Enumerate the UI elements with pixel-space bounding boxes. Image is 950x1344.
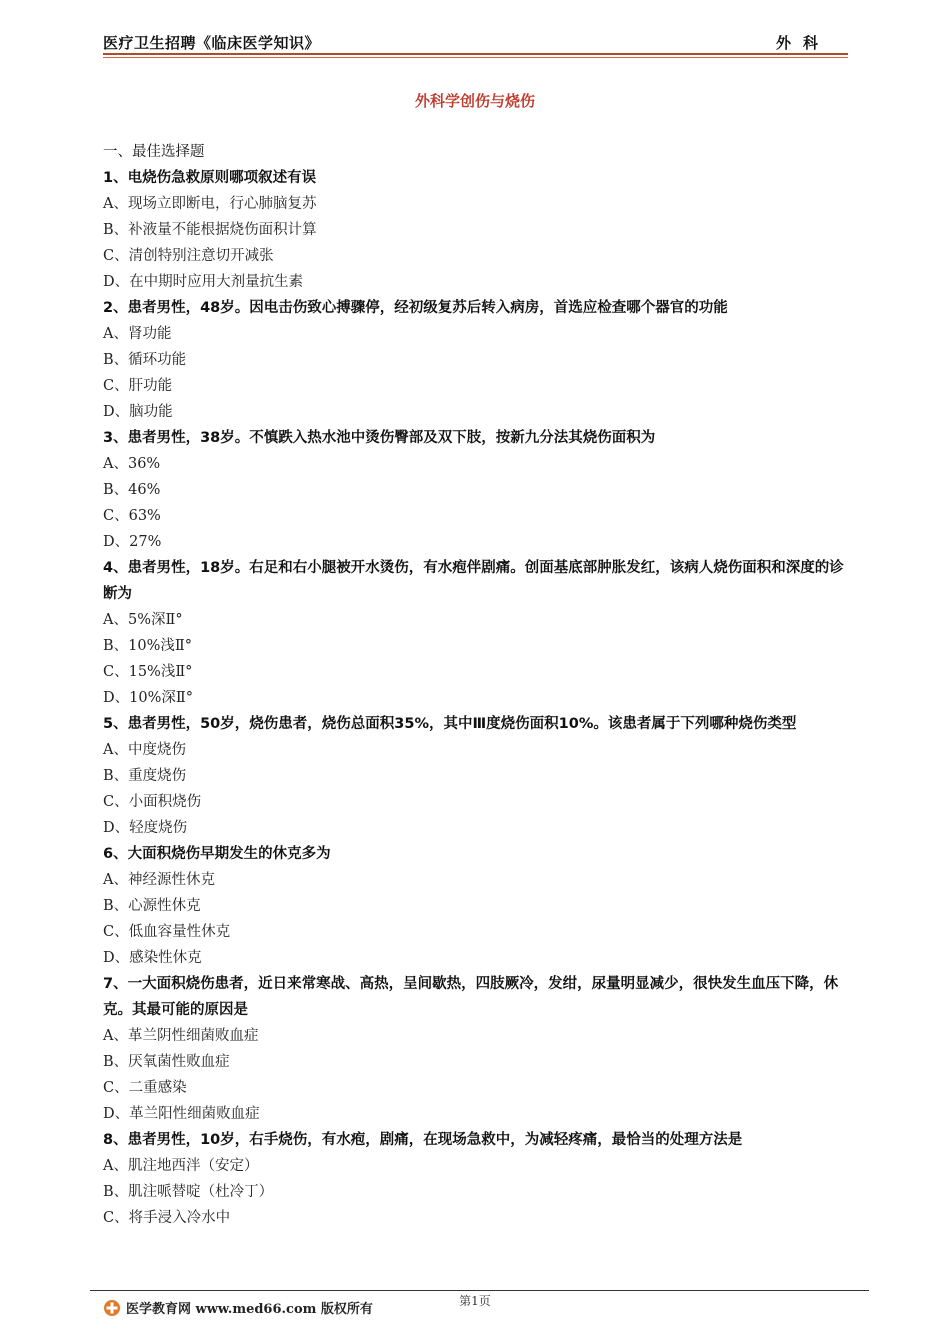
option: A、肌注地西泮（安定） [103, 1158, 259, 1174]
option: A、中度烧伤 [103, 742, 186, 758]
header-divider-thin [103, 57, 848, 58]
option: D、27% [103, 534, 162, 550]
document-title: 外科学创伤与烧伤 [414, 92, 535, 110]
question-text: 2、患者男性，48岁。因电击伤致心搏骤停，经初级复苏后转入病房，首选应检查哪个器官的功能 [103, 300, 728, 316]
option: B、10%浅Ⅱ° [103, 638, 192, 654]
question-block [103, 165, 855, 295]
option: B、心源性休克 [103, 898, 201, 914]
option: A、神经源性休克 [103, 872, 215, 888]
option: C、肝功能 [103, 378, 173, 394]
header-subject: 外科 [775, 34, 830, 52]
question-text: 7、一大面积烧伤患者，近日来常寒战、高热，呈间歇热，四肢厥冷，发绀，尿量明显减少，很快发生血压下降，休克。其最可能的原因是 [103, 976, 839, 1018]
option: B、厌氧菌性败血症 [103, 1054, 230, 1070]
option: A、革兰阴性细菌败血症 [103, 1028, 259, 1044]
option: C、二重感染 [103, 1080, 187, 1096]
question-block [103, 425, 855, 555]
footer-copyright: 医学教育网 www.med66.com 版权所有 [126, 1302, 373, 1317]
med66-logo-icon [103, 1299, 121, 1317]
question-text: 5、患者男性，50岁，烧伤患者，烧伤总面积35%，其中Ⅲ度烧伤面积10%。该患者属于下列哪种烧伤类型 [103, 716, 797, 732]
option: B、肌注哌替啶（杜冷丁） [103, 1184, 274, 1200]
option: A、36% [103, 456, 161, 472]
header-divider [103, 53, 848, 55]
option: D、在中期时应用大剂量抗生素 [103, 274, 304, 290]
question-text: 6、大面积烧伤早期发生的休克多为 [103, 846, 331, 862]
option: B、重度烧伤 [103, 768, 187, 784]
option: D、10%深Ⅱ° [103, 690, 193, 706]
question-block [103, 1127, 855, 1231]
question-text: 8、患者男性，10岁，右手烧伤，有水疱，剧痛，在现场急救中，为减轻疼痛，最恰当的处理方法是 [103, 1132, 743, 1148]
question-text: 3、患者男性，38岁。不慎跌入热水池中烫伤臀部及双下肢，按新九分法其烧伤面积为 [103, 430, 656, 446]
option: B、46% [103, 482, 161, 498]
option: C、63% [103, 508, 161, 524]
option: D、脑功能 [103, 404, 173, 420]
option: D、轻度烧伤 [103, 820, 188, 836]
question-block [103, 841, 855, 971]
option: B、补液量不能根据烧伤面积计算 [103, 222, 317, 238]
section-title: 一、最佳选择题 [103, 144, 205, 160]
option: C、低血容量性休克 [103, 924, 231, 940]
question-list [103, 139, 855, 1231]
question-block [103, 971, 855, 1127]
option: D、感染性休克 [103, 950, 202, 966]
option: B、循环功能 [103, 352, 187, 368]
option: A、5%深Ⅱ° [103, 612, 183, 628]
option: A、现场立即断电，行心肺脑复苏 [103, 196, 317, 212]
footer-divider [90, 1290, 869, 1291]
question-block [103, 555, 855, 711]
header-course-title: 医疗卫生招聘《临床医学知识》 [103, 34, 321, 52]
page-number: 第1页 [459, 1294, 491, 1308]
option: D、革兰阳性细菌败血症 [103, 1106, 260, 1122]
option: C、将手浸入冷水中 [103, 1210, 231, 1226]
question-text: 1、电烧伤急救原则哪项叙述有误 [103, 170, 317, 186]
option: C、小面积烧伤 [103, 794, 202, 810]
option: C、15%浅Ⅱ° [103, 664, 193, 680]
option: C、清创特别注意切开减张 [103, 248, 274, 264]
question-block [103, 711, 855, 841]
question-text: 4、患者男性，18岁。右足和右小腿被开水烫伤，有水疱伴剧痛。创面基底部肿胀发红，该病人烧伤面积和深度的诊断为 [103, 560, 844, 602]
option: A、肾功能 [103, 326, 172, 342]
question-block [103, 295, 855, 425]
page-header [103, 28, 848, 56]
